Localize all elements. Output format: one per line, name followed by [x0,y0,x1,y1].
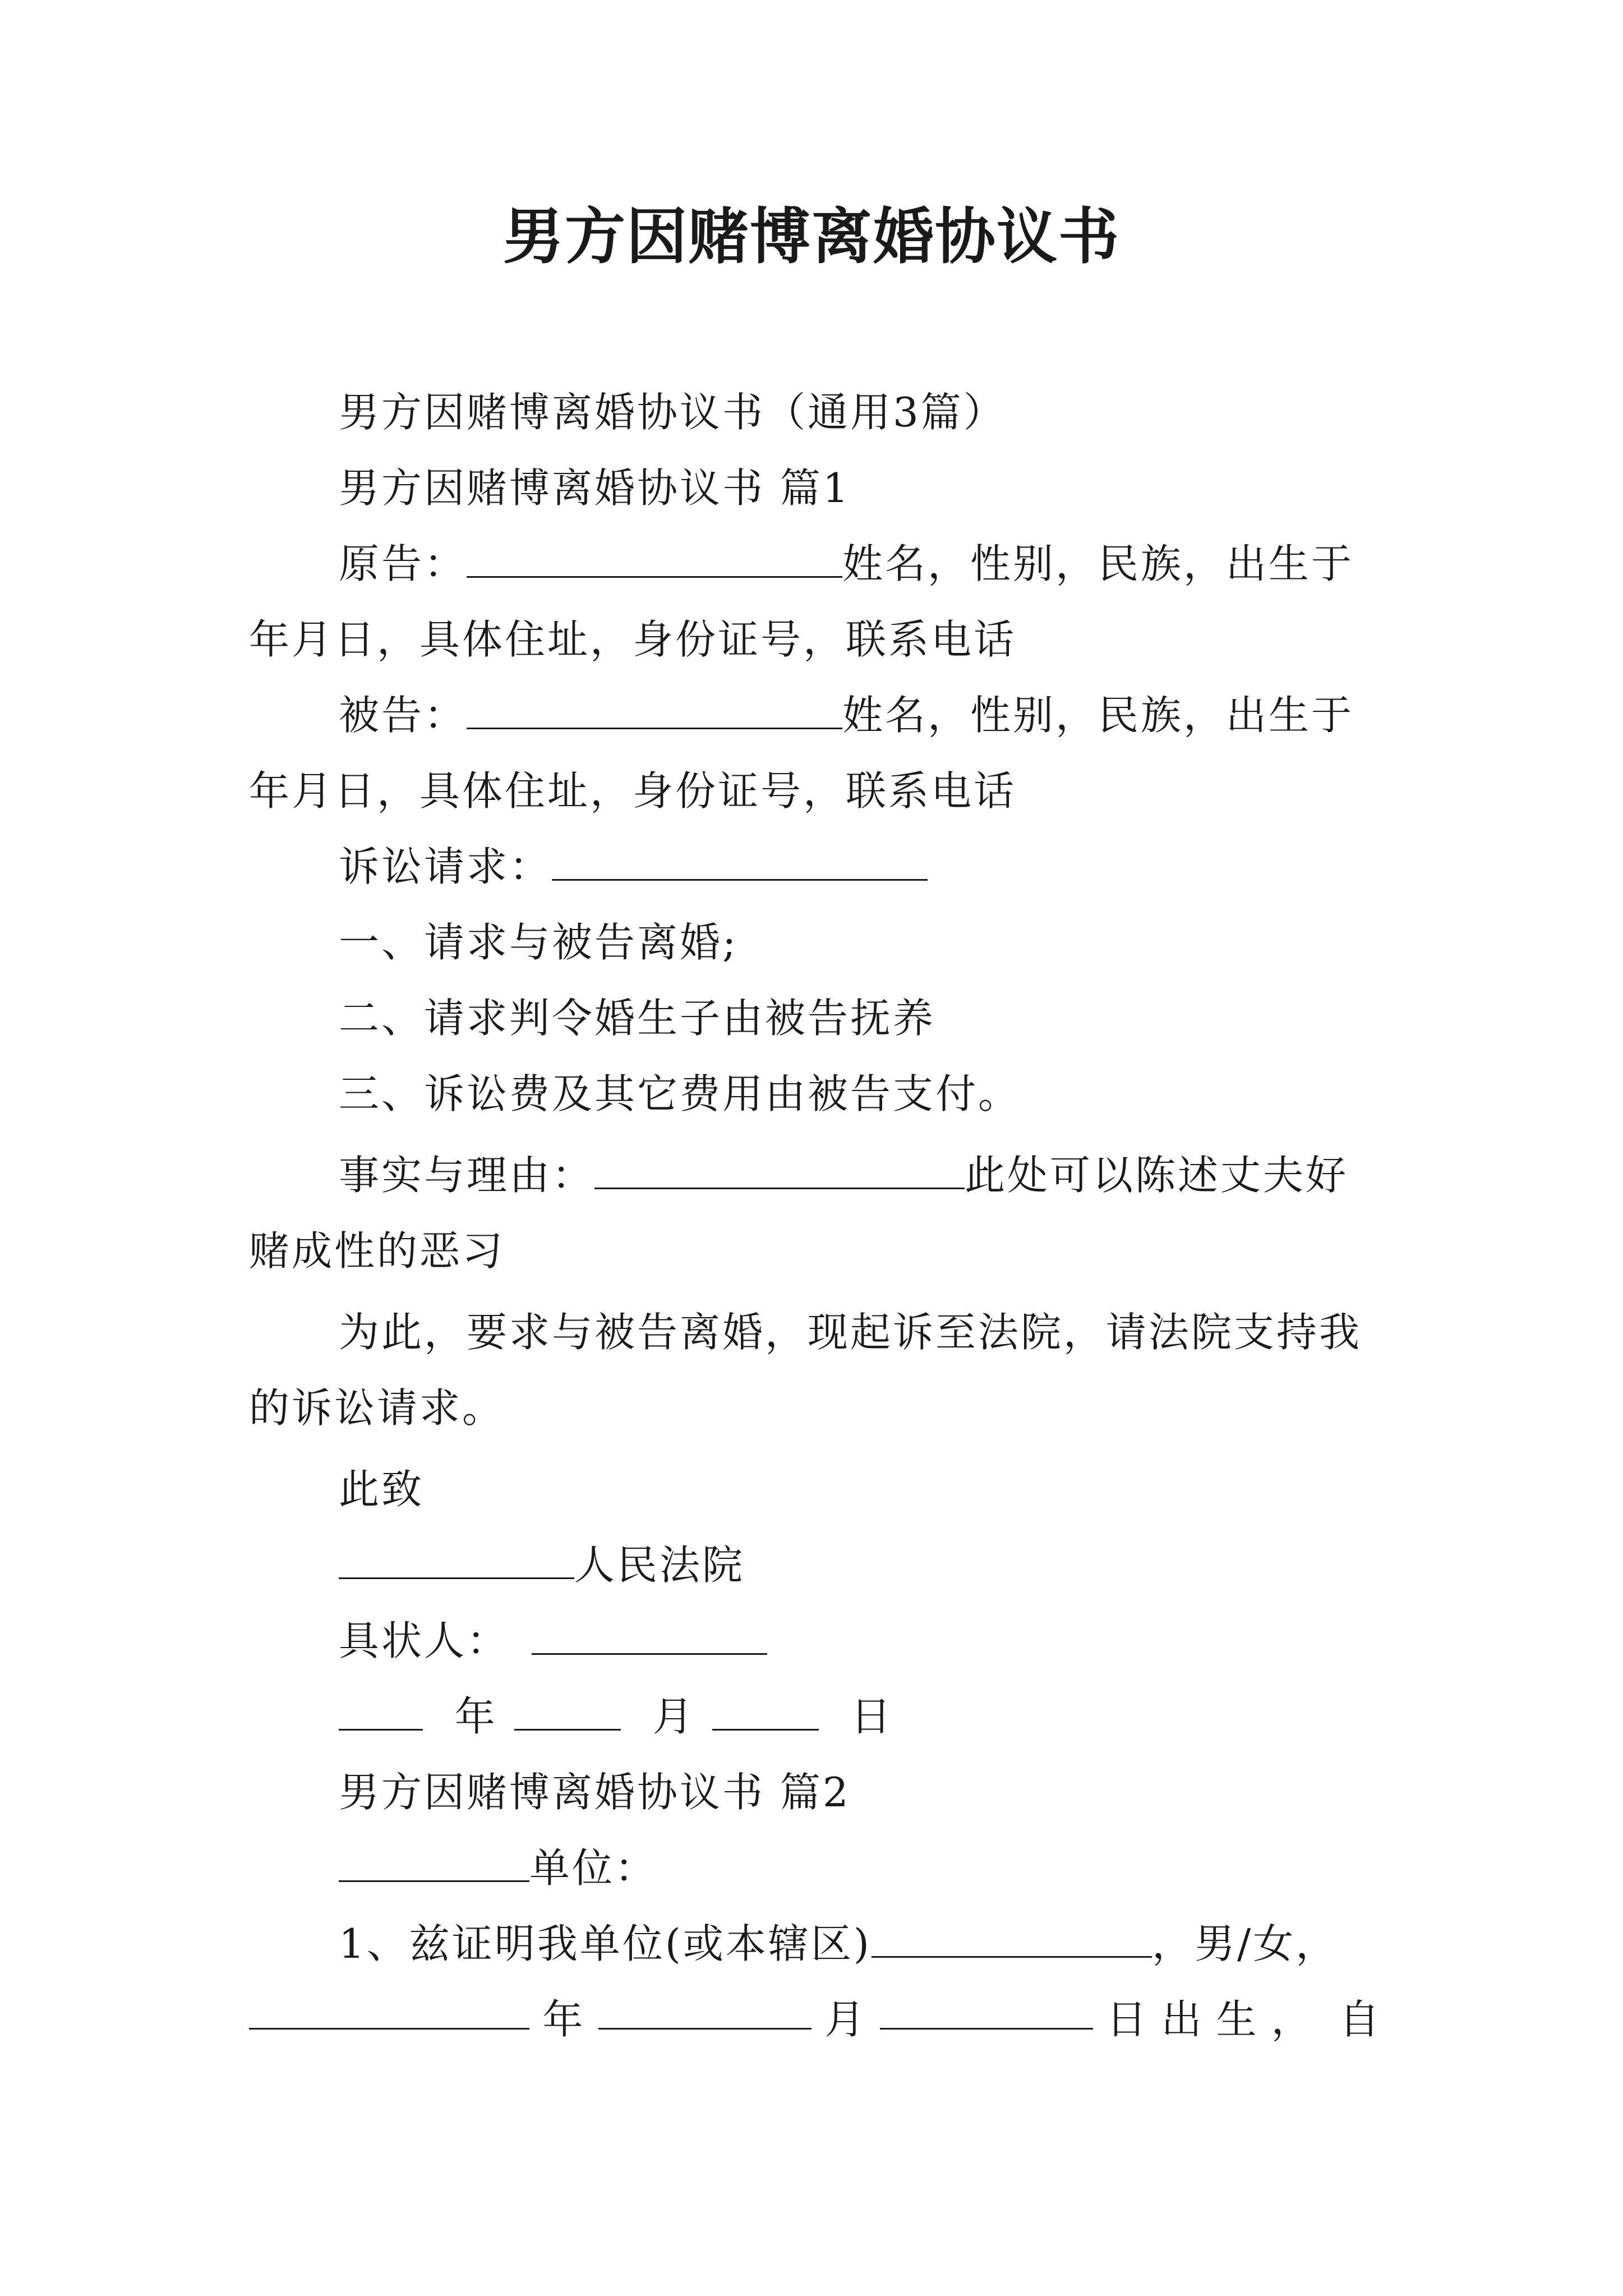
birth-day-label: 日出生， [1106,1996,1326,2043]
claims-line [339,836,928,898]
court-blank [339,1538,574,1579]
certificate-line [339,1913,1338,1975]
birth-year-label: 年 [542,1996,585,2043]
month-label: 月 [652,1693,695,1740]
subtitle: 男方因赌博离婚协议书（通用3篇） [339,389,1006,436]
claim-item-1: 一、请求与被告离婚; [339,919,739,966]
birth-line-end: 自 [1339,1996,1382,2043]
facts-rest: 此处可以陈述丈夫好 [965,1152,1349,1199]
plaintiff-blank [467,537,842,578]
court-line [339,1534,745,1596]
conclusion-line: 为此，要求与被告离婚，现起诉至法院，请法院支持我 [339,1309,1362,1356]
defendant-fields: 姓名，性别，民族，出生于 [842,692,1354,739]
certificate-text: 1、兹证明我单位(或本辖区) [339,1920,872,1967]
plaintiff-label: 原告： [339,540,467,587]
facts-label: 事实与理由： [339,1152,595,1199]
plaintiff-continuation: 年月日，具体住址，身份证号，联系电话 [249,616,1017,663]
court-name: 人民法院 [574,1542,745,1589]
signer-label: 具状人： [339,1617,510,1664]
facts-line [339,1144,1348,1206]
defendant-continuation: 年月日，具体住址，身份证号，联系电话 [249,767,1017,815]
birth-line [249,1989,1382,2050]
birth-year-blank [249,1989,529,2030]
date-line [339,1686,893,1747]
month-blank [514,1690,621,1731]
salutation: 此致 [339,1466,425,1513]
year-label: 年 [454,1693,497,1740]
document-title: 男方因赌博离婚协议书 [502,201,1120,272]
claims-blank [552,840,928,881]
signer-line [339,1610,767,1672]
section-heading-2: 男方因赌博离婚协议书 篇2 [339,1769,851,1816]
gender-text: ，男/女， [1152,1920,1339,1967]
defendant-blank [467,688,842,729]
year-blank [339,1690,423,1731]
day-label: 日 [850,1693,893,1740]
defendant-label: 被告： [339,692,467,739]
defendant-line [339,684,1354,746]
claim-item-3: 三、诉讼费及其它费用由被告支付。 [339,1070,1021,1117]
birth-month-label: 月 [824,1996,867,2043]
section-heading-1: 男方因赌博离婚协议书 篇1 [339,464,851,512]
unit-label: 单位： [529,1844,658,1892]
signer-blank [532,1614,767,1655]
claim-item-2: 二、请求判令婚生子由被告抚养 [339,995,936,1042]
facts-continuation: 赌成性的恶习 [249,1227,505,1274]
birth-day-blank [880,1989,1093,2030]
facts-blank [594,1148,965,1189]
plaintiff-fields: 姓名，性别，民族，出生于 [842,540,1354,587]
claims-label: 诉讼请求： [339,843,552,890]
person-blank [872,1917,1152,1958]
birth-month-blank [598,1989,811,2030]
plaintiff-line [339,533,1354,595]
unit-line [339,1837,657,1899]
conclusion-continuation: 的诉讼请求。 [249,1384,505,1432]
unit-blank [339,1841,529,1882]
day-blank [712,1690,819,1731]
